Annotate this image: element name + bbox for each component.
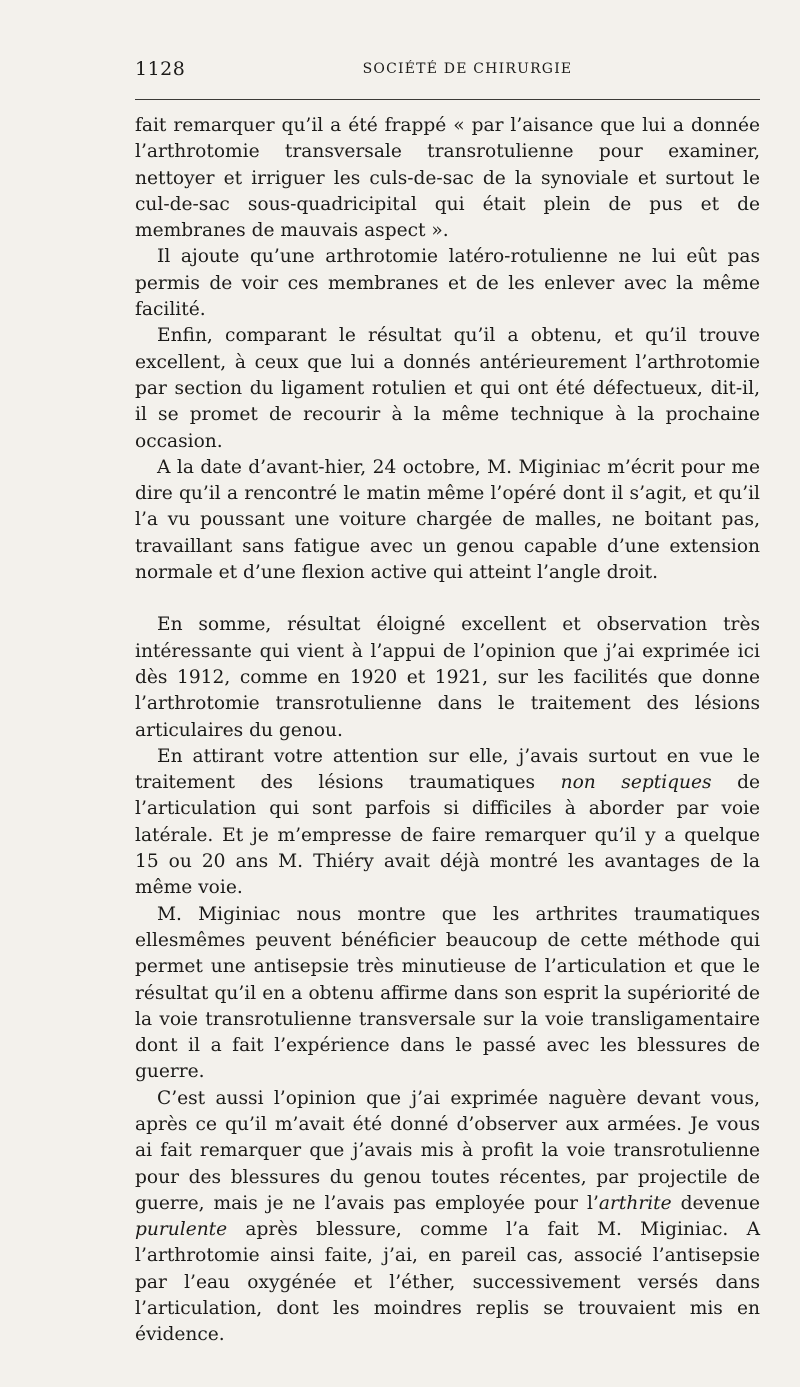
paragraph-6-text-b: de l’articulation qui sont parfois si difficiles à aborder par voie latérale. Et je m’empresse de faire remarquer qu’il y a quelque 15 ou 20 ans M. Thiéry avait déjà montré les avantages de la même voie.	[135, 772, 760, 899]
page-header	[135, 58, 760, 88]
paragraph-8-text-c: après blessure, comme l’a fait M. Miginiac. A l’arthrotomie ainsi faite, j’ai, en pareil cas, associé l’antisepsie par l’eau oxygénée et l’éther, successivement versés dans l’articulation, dont les moindres replis se trouvaient mis en évidence.	[135, 1219, 760, 1346]
paragraph-8-italic-a: arthrite	[598, 1192, 672, 1214]
page-number: 1128	[135, 58, 186, 80]
running-title: SOCIÉTÉ DE CHIRURGIE	[362, 61, 573, 77]
paragraph-6-text-a: En attirant votre attention sur elle, j’avais surtout en vue le traitement des lésions traumatiques	[135, 745, 760, 794]
paragraph-4: A la date d’avant-hier, 24 octobre, M. Miginiac m’écrit pour me dire qu’il a rencontré le matin même l’opéré dont il s’agit, et qu’il l’a vu poussant une voiture chargée de malles, ne boitant pas, travaillant sans fatigue avec un genou capable d’une extension normale et d’une flexion active qui atteint l’angle droit.	[135, 456, 760, 584]
paragraph-8-italic-b: purulente	[135, 1219, 228, 1241]
paragraph-8	[135, 1086, 760, 1349]
header-rule	[135, 99, 760, 100]
paragraph-1: fait remarquer qu’il a été frappé « par l’aisance que lui a donnée l’arthrotomie transversale transrotulienne pour examiner, nettoyer et irriguer les culs-de-sac de la synoviale et surtout le cul-de-sac sous-quadricipital qui était plein de pus et de membranes de mauvais aspect ».	[135, 115, 760, 242]
paragraph-6	[135, 744, 760, 902]
body-text	[135, 113, 760, 1349]
paragraph-3: Enfin, comparant le résultat qu’il a obtenu, et qu’il trouve excellent, à ceux que lui a donnés antérieurement l’arthrotomie par section du ligament rotulien et qui ont été défectueux, dit-il, il se promet de recourir à la même technique à la prochaine occasion.	[135, 325, 760, 452]
paragraph-6-italic: non septiques	[560, 772, 712, 794]
paragraph-8-text-b: devenue	[671, 1192, 761, 1214]
paragraph-5: En somme, résultat éloigné excellent et observation très intéressante qui vient à l’appui de l’opinion que j’ai exprimée ici dès 1912, comme en 1920 et 1921, sur les facilités que donne l’arthrotomie transrotulienne dans le traitement des lésions articulaires du genou.	[135, 614, 760, 741]
paragraph-2: Il ajoute qu’une arthrotomie latéro-rotulienne ne lui eût pas permis de voir ces membranes et de les enlever avec la même facilité.	[135, 246, 760, 321]
paragraph-8-text-a: C’est aussi l’opinion que j’ai exprimée naguère devant vous, après ce qu’il m’avait été donné d’observer aux armées. Je vous ai fait remarquer que j’avais mis à profit la voie transrotulienne pour des blessures du genou toutes récentes, par projectile de guerre, mais je ne l’avais pas employée pour l’	[135, 1087, 760, 1214]
paragraph-7: M. Miginiac nous montre que les arthrites traumatiques ellesmêmes peuvent bénéficier beaucoup de cette méthode qui permet une antisepsie très minutieuse de l’articulation et que le résultat qu’il en a obtenu affirme dans son esprit la supériorité de la voie transrotulienne transversale sur la voie transligamentaire dont il a fait l’expérience dans le passé avec les blessures de guerre.	[135, 903, 760, 1083]
